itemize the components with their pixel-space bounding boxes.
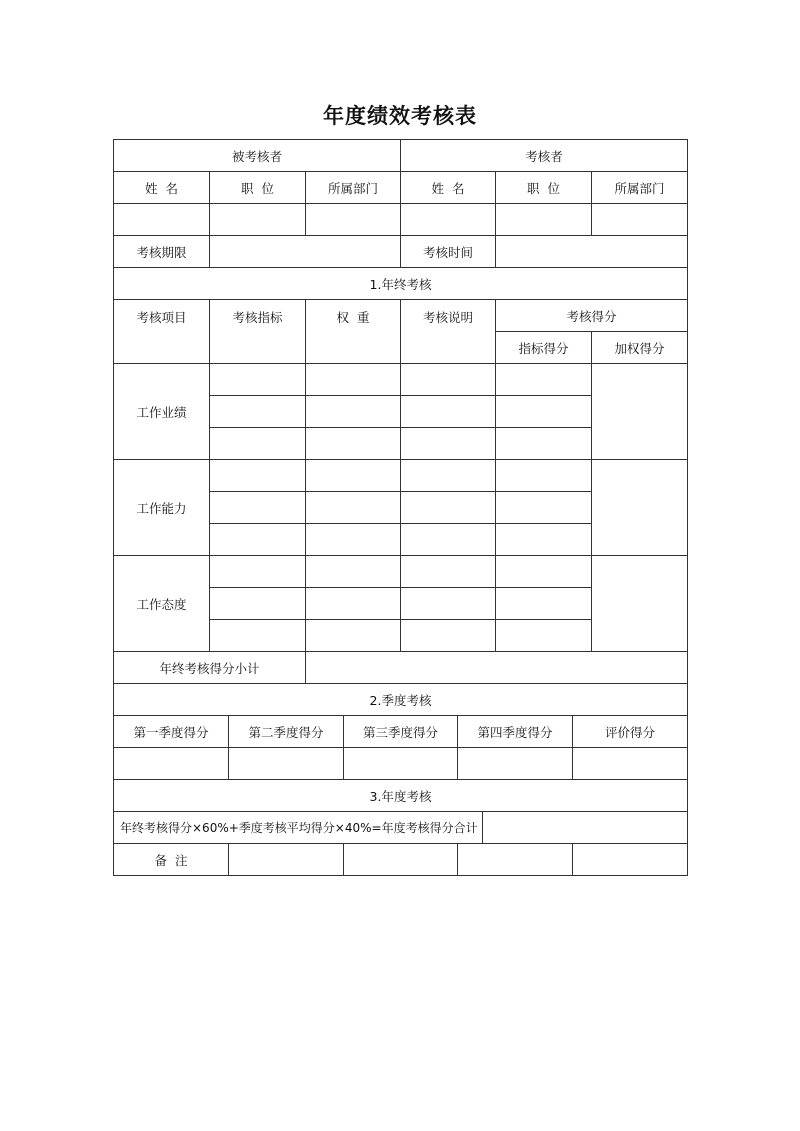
weight-field[interactable] xyxy=(306,428,401,460)
desc-field[interactable] xyxy=(401,492,496,524)
section3-title: 3.年度考核 xyxy=(114,780,688,812)
row-work-performance: 工作业绩 xyxy=(114,364,210,460)
q1-header: 第一季度得分 xyxy=(114,716,229,748)
weight-field[interactable] xyxy=(306,556,401,588)
desc-field[interactable] xyxy=(401,588,496,620)
indicator-field[interactable] xyxy=(210,620,306,652)
evaluator-name-field[interactable] xyxy=(401,204,496,236)
evaluator-position-field[interactable] xyxy=(496,204,592,236)
evaluator-info-table xyxy=(113,139,688,716)
indicator-score-field[interactable] xyxy=(496,556,592,588)
desc-field[interactable] xyxy=(401,620,496,652)
desc-field[interactable] xyxy=(401,428,496,460)
eval-score-field[interactable] xyxy=(573,748,688,780)
evaluatee-department-field[interactable] xyxy=(306,204,401,236)
indicator-field[interactable] xyxy=(210,524,306,556)
q2-score-field[interactable] xyxy=(229,748,344,780)
desc-field[interactable] xyxy=(401,364,496,396)
indicator-field[interactable] xyxy=(210,556,306,588)
evaluator-department-field[interactable] xyxy=(592,204,688,236)
indicator-field[interactable] xyxy=(210,460,306,492)
assessment-form xyxy=(113,139,687,876)
period-label: 考核期限 xyxy=(114,236,210,268)
remarks-field[interactable] xyxy=(573,844,688,876)
annual-total-field[interactable] xyxy=(483,812,688,844)
col-weighted-score-header: 加权得分 xyxy=(592,332,688,364)
col-desc-header: 考核说明 xyxy=(401,300,496,364)
indicator-score-field[interactable] xyxy=(496,492,592,524)
weight-field[interactable] xyxy=(306,364,401,396)
col-score-header: 考核得分 xyxy=(496,300,688,332)
indicator-score-field[interactable] xyxy=(496,460,592,492)
weight-field[interactable] xyxy=(306,396,401,428)
q4-score-field[interactable] xyxy=(458,748,573,780)
evaluator-department-label: 所属部门 xyxy=(592,172,688,204)
weighted-score-field[interactable] xyxy=(592,556,688,652)
weight-field[interactable] xyxy=(306,492,401,524)
desc-field[interactable] xyxy=(401,524,496,556)
indicator-field[interactable] xyxy=(210,364,306,396)
weighted-score-field[interactable] xyxy=(592,364,688,460)
row-work-ability: 工作能力 xyxy=(114,460,210,556)
page-title: 年度绩效考核表 xyxy=(323,104,477,128)
subtotal-field[interactable] xyxy=(306,652,688,684)
weighted-score-field[interactable] xyxy=(592,460,688,556)
remarks-field[interactable] xyxy=(229,844,344,876)
evaluator-position-label: 职 位 xyxy=(496,172,592,204)
indicator-score-field[interactable] xyxy=(496,620,592,652)
indicator-score-field[interactable] xyxy=(496,588,592,620)
col-indicator-header: 考核指标 xyxy=(210,300,306,364)
indicator-score-field[interactable] xyxy=(496,396,592,428)
section2-title: 2.季度考核 xyxy=(114,684,688,716)
indicator-field[interactable] xyxy=(210,396,306,428)
q2-header: 第二季度得分 xyxy=(229,716,344,748)
evaluatee-name-label: 姓 名 xyxy=(114,172,210,204)
section1-title: 1.年终考核 xyxy=(114,268,688,300)
indicator-field[interactable] xyxy=(210,588,306,620)
indicator-field[interactable] xyxy=(210,492,306,524)
q1-score-field[interactable] xyxy=(114,748,229,780)
period-field[interactable] xyxy=(210,236,401,268)
indicator-score-field[interactable] xyxy=(496,364,592,396)
evaluatee-name-field[interactable] xyxy=(114,204,210,236)
quarterly-table xyxy=(113,715,688,812)
remarks-label: 备 注 xyxy=(114,844,229,876)
subtotal-label: 年终考核得分小计 xyxy=(114,652,306,684)
col-weight-header: 权 重 xyxy=(306,300,401,364)
time-label: 考核时间 xyxy=(401,236,496,268)
desc-field[interactable] xyxy=(401,460,496,492)
row-work-attitude: 工作态度 xyxy=(114,556,210,652)
evaluatee-position-label: 职 位 xyxy=(210,172,306,204)
indicator-field[interactable] xyxy=(210,428,306,460)
desc-field[interactable] xyxy=(401,556,496,588)
desc-field[interactable] xyxy=(401,396,496,428)
formula-label: 年终考核得分×60%+季度考核平均得分×40%=年度考核得分合计 xyxy=(114,812,483,844)
evaluator-header: 考核者 xyxy=(401,140,688,172)
remarks-field[interactable] xyxy=(458,844,573,876)
weight-field[interactable] xyxy=(306,460,401,492)
q3-score-field[interactable] xyxy=(344,748,458,780)
evaluatee-position-field[interactable] xyxy=(210,204,306,236)
q4-header: 第四季度得分 xyxy=(458,716,573,748)
weight-field[interactable] xyxy=(306,620,401,652)
time-field[interactable] xyxy=(496,236,688,268)
q3-header: 第三季度得分 xyxy=(344,716,458,748)
evaluatee-header: 被考核者 xyxy=(114,140,401,172)
annual-table xyxy=(113,811,688,844)
indicator-score-field[interactable] xyxy=(496,524,592,556)
col-item-header: 考核项目 xyxy=(114,300,210,364)
col-indicator-score-header: 指标得分 xyxy=(496,332,592,364)
evaluator-name-label: 姓 名 xyxy=(401,172,496,204)
evaluatee-department-label: 所属部门 xyxy=(306,172,401,204)
remarks-table xyxy=(113,843,688,876)
indicator-score-field[interactable] xyxy=(496,428,592,460)
remarks-field[interactable] xyxy=(344,844,458,876)
weight-field[interactable] xyxy=(306,524,401,556)
eval-header: 评价得分 xyxy=(573,716,688,748)
weight-field[interactable] xyxy=(306,588,401,620)
